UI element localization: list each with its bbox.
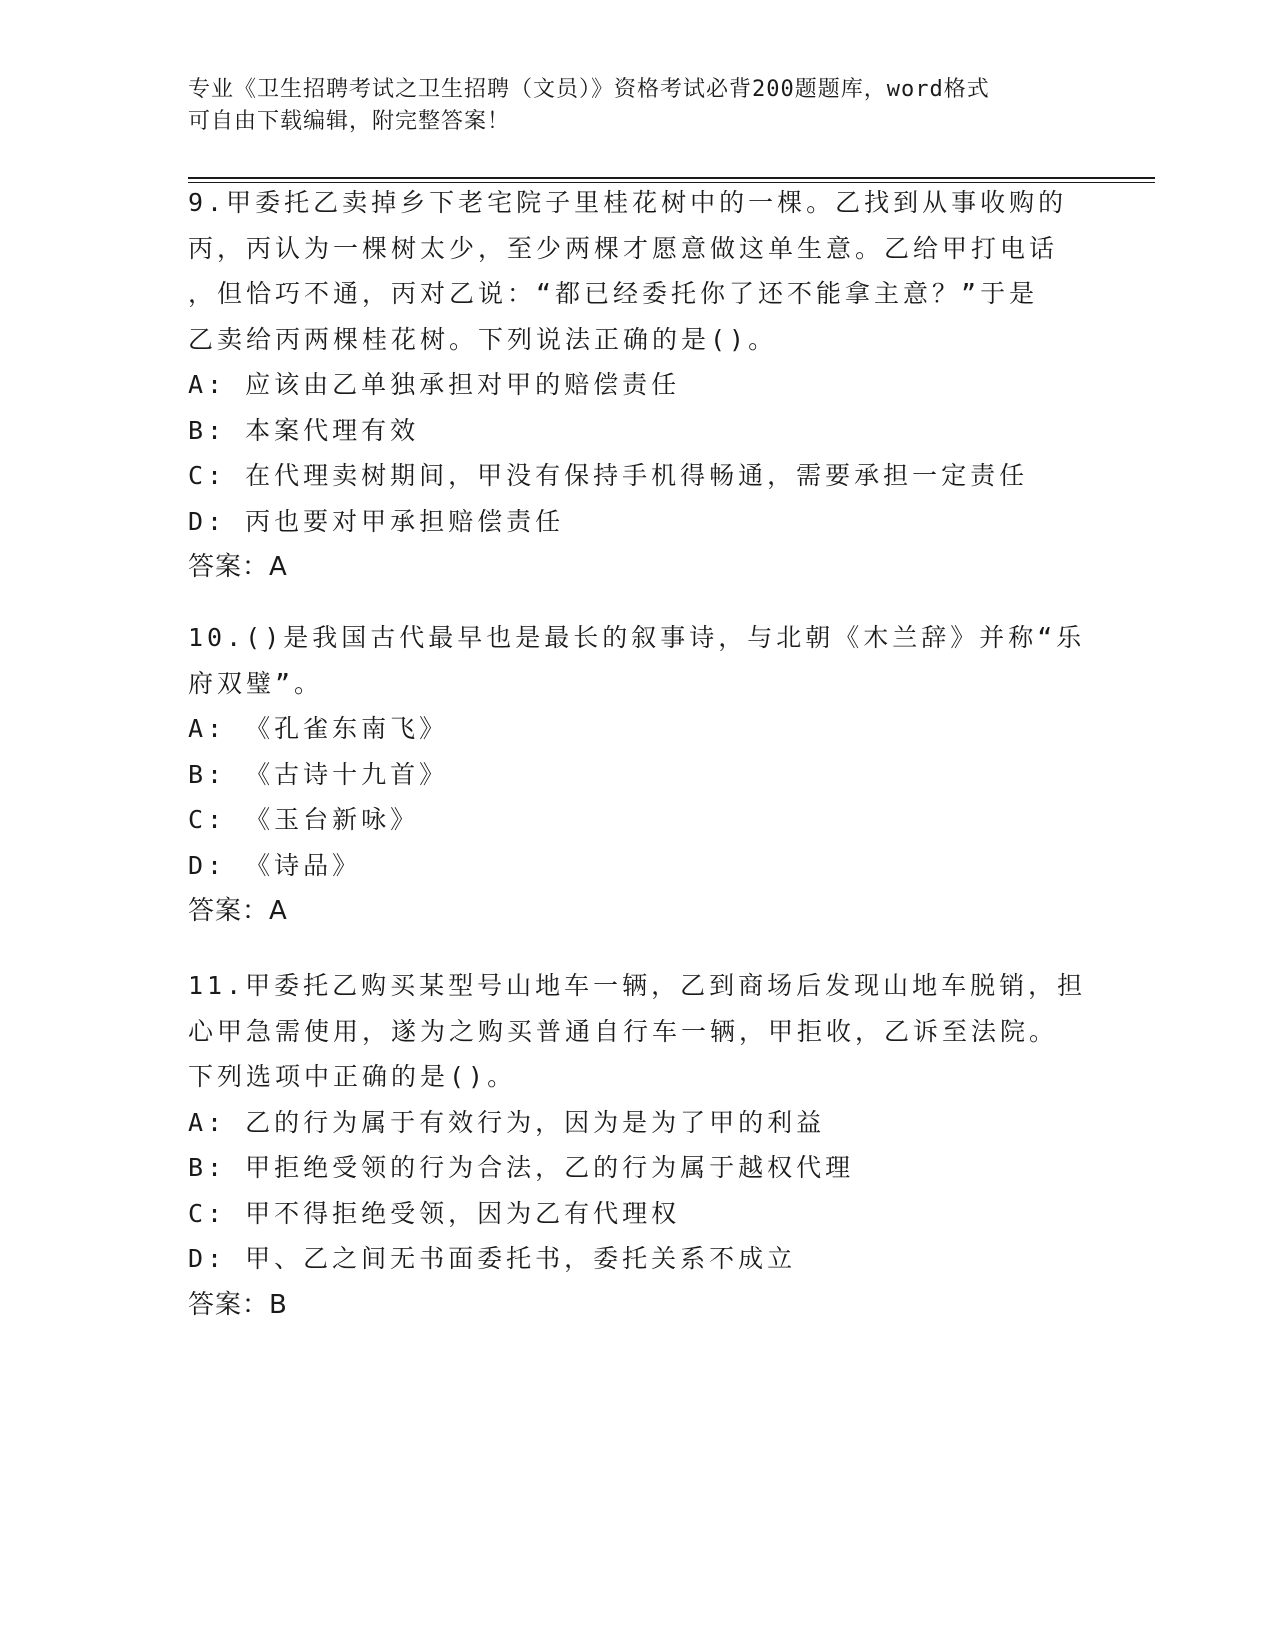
answer-label: 答案：B xyxy=(188,1289,288,1320)
option-b: B: 本案代理有效 xyxy=(188,415,420,445)
question-line: 府双璧”。 xyxy=(188,668,324,698)
option-c: C: 《玉台新咏》 xyxy=(188,805,420,834)
answer-label: 答案：A xyxy=(188,896,288,926)
header-divider-thick xyxy=(188,177,1155,179)
option-d: D: 甲、乙之间无书面委托书，委托关系不成立 xyxy=(188,1244,797,1273)
question-line: 9.甲委托乙卖掉乡下老宅院子里桂花树中的一棵。乙找到从事收购的 xyxy=(188,188,1068,217)
question-line: 丙，丙认为一棵树太少，至少两棵才愿意做这单生意。乙给甲打电话 xyxy=(188,233,1059,263)
question-9 xyxy=(188,180,1088,590)
document-header xyxy=(188,74,1088,138)
question-line: 下列选项中正确的是()。 xyxy=(188,1062,517,1091)
option-d: D: 丙也要对甲承担赔偿责任 xyxy=(188,506,565,536)
option-b: B: 甲拒绝受领的行为合法，乙的行为属于越权代理 xyxy=(188,1153,855,1182)
question-line: 10.()是我国古代最早也是最长的叙事诗，与北朝《木兰辞》并称“乐 xyxy=(188,623,1086,652)
option-c: C: 在代理卖树期间，甲没有保持手机得畅通，需要承担一定责任 xyxy=(188,461,1029,490)
question-line: 11.甲委托乙购买某型号山地车一辆，乙到商场后发现山地车脱销，担 xyxy=(188,971,1087,1000)
answer-label: 答案：A xyxy=(188,552,288,582)
option-a: A: 应该由乙单独承担对甲的赔偿责任 xyxy=(188,370,681,399)
option-d: D: 《诗品》 xyxy=(188,850,362,880)
question-line: ，但恰巧不通，丙对乙说：“都已经委托你了还不能拿主意？”于是 xyxy=(188,279,1039,308)
option-b: B: 《古诗十九首》 xyxy=(188,759,449,789)
question-line: 乙卖给丙两棵桂花树。下列说法正确的是()。 xyxy=(188,324,778,354)
question-11 xyxy=(188,963,1088,1328)
option-a: A: 《孔雀东南飞》 xyxy=(188,714,449,743)
question-10 xyxy=(188,615,1088,934)
option-a: A: 乙的行为属于有效行为，因为是为了甲的利益 xyxy=(188,1107,826,1137)
header-line-1: 专业《卫生招聘考试之卫生招聘（文员）》资格考试必背200题题库，word格式 xyxy=(188,77,990,102)
question-line: 心甲急需使用，遂为之购买普通自行车一辆，甲拒收，乙诉至法院。 xyxy=(188,1016,1059,1046)
option-c: C: 甲不得拒绝受领，因为乙有代理权 xyxy=(188,1198,681,1228)
header-line-2: 可自由下载编辑，附完整答案！ xyxy=(188,109,511,134)
